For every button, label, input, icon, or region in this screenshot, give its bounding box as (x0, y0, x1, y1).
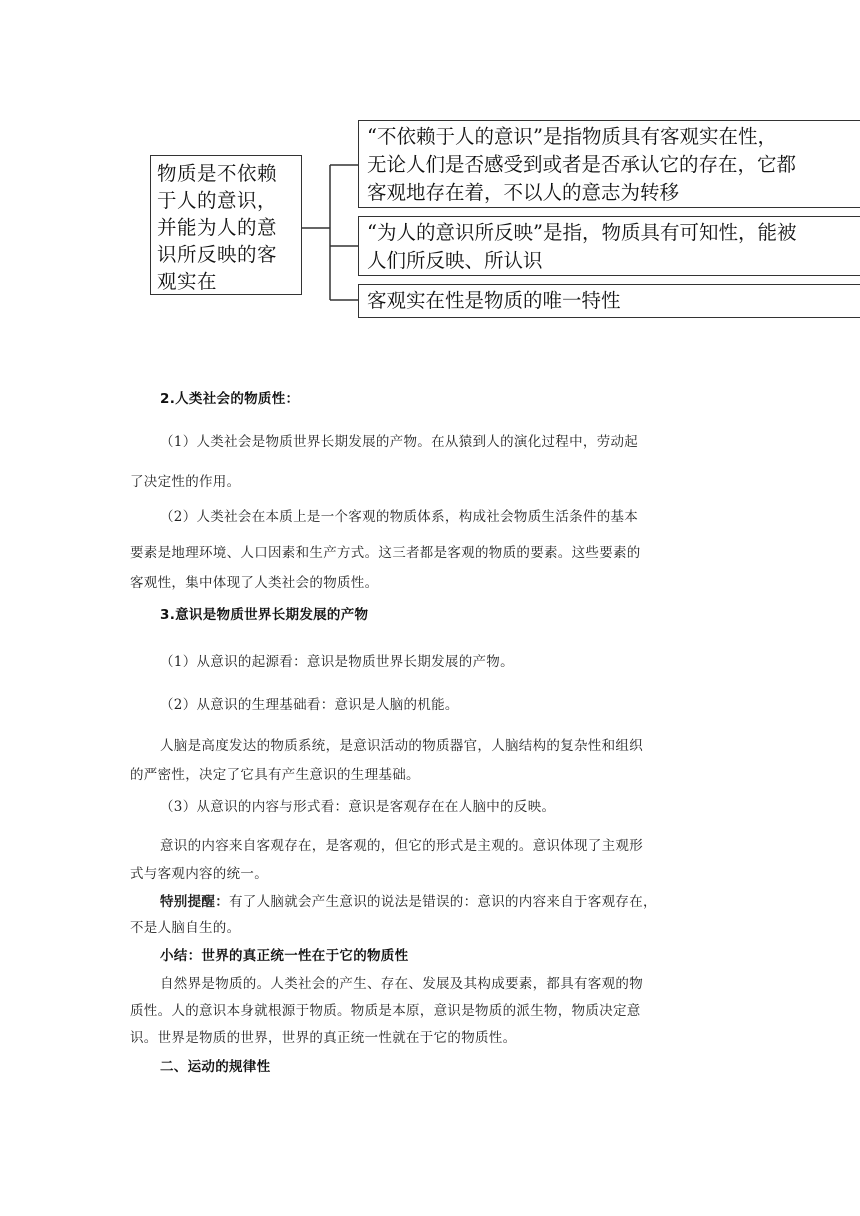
reminder-label: 特别提醒： (160, 894, 229, 910)
diagram-main-text: 物质是不依赖 于人的意识， 并能为人的意 识所反映的客 观实在 (157, 162, 278, 293)
reminder-text: 有了人脑就会产生意识的说法是错误的：意识的内容来自于客观存在， (229, 894, 657, 910)
paragraph-line: 了决定性的作用。 (130, 474, 241, 490)
paragraph-line: 自然界是物质的。人类社会的产生、存在、发展及其构成要素，都具有客观的物 (160, 976, 643, 992)
diagram-branch-box-3 (358, 284, 860, 318)
reminder-line (160, 892, 657, 912)
section-heading-3: 3.意识是物质世界长期发展的产物 (160, 607, 369, 623)
paragraph-line: （3）从意识的内容与形式看：意识是客观存在在人脑中的反映。 (160, 799, 556, 815)
concept-diagram (0, 110, 860, 325)
diagram-branch-text: 客观实在性是物质的唯一特性 (367, 289, 621, 312)
summary-heading: 小结：世界的真正统一性在于它的物质性 (160, 948, 409, 964)
paragraph-line: 式与客观内容的统一。 (130, 866, 268, 882)
diagram-main-box (150, 155, 302, 295)
paragraph-line: 质性。人的意识本身就根源于物质。物质是本原，意识是物质的派生物，物质决定意 (130, 1003, 641, 1019)
diagram-branch-box-2 (358, 216, 860, 276)
diagram-branch-box-1 (358, 120, 860, 208)
paragraph-line: 要素是地理环境、人口因素和生产方式。这三者都是客观的物质的要素。这些要素的 (130, 545, 641, 561)
paragraph-line: 意识的内容来自客观存在，是客观的，但它的形式是主观的。意识体现了主观形 (160, 838, 643, 854)
paragraph-line: （1）从意识的起源看：意识是物质世界长期发展的产物。 (160, 654, 514, 670)
paragraph-line: （1）人类社会是物质世界长期发展的产物。在从猿到人的演化过程中，劳动起 (160, 434, 639, 450)
paragraph-line: 人脑是高度发达的物质系统，是意识活动的物质器官，人脑结构的复杂性和组织 (160, 738, 643, 754)
diagram-branch-text: “不依赖于人的意识”是指物质具有客观实在性， 无论人们是否感受到或者是否承认它的存在，它都 客观地存在着，不以人的意志为转移 (367, 125, 797, 204)
paragraph-line: （2）人类社会在本质上是一个客观的物质体系，构成社会物质生活条件的基本 (160, 509, 639, 525)
diagram-branch-text: “为人的意识所反映”是指，物质具有可知性，能被 人们所反映、所认识 (367, 221, 797, 272)
paragraph-line: 的严密性，决定了它具有产生意识的生理基础。 (130, 767, 420, 783)
section-heading-next: 二、运动的规律性 (160, 1059, 271, 1075)
paragraph-line: 识。世界是物质的世界，世界的真正统一性就在于它的物质性。 (130, 1030, 517, 1046)
reminder-line: 不是人脑自生的。 (130, 920, 241, 936)
paragraph-line: 客观性，集中体现了人类社会的物质性。 (130, 575, 379, 591)
section-heading-2: 2.人类社会的物质性： (160, 391, 300, 407)
paragraph-line: （2）从意识的生理基础看：意识是人脑的机能。 (160, 697, 459, 713)
